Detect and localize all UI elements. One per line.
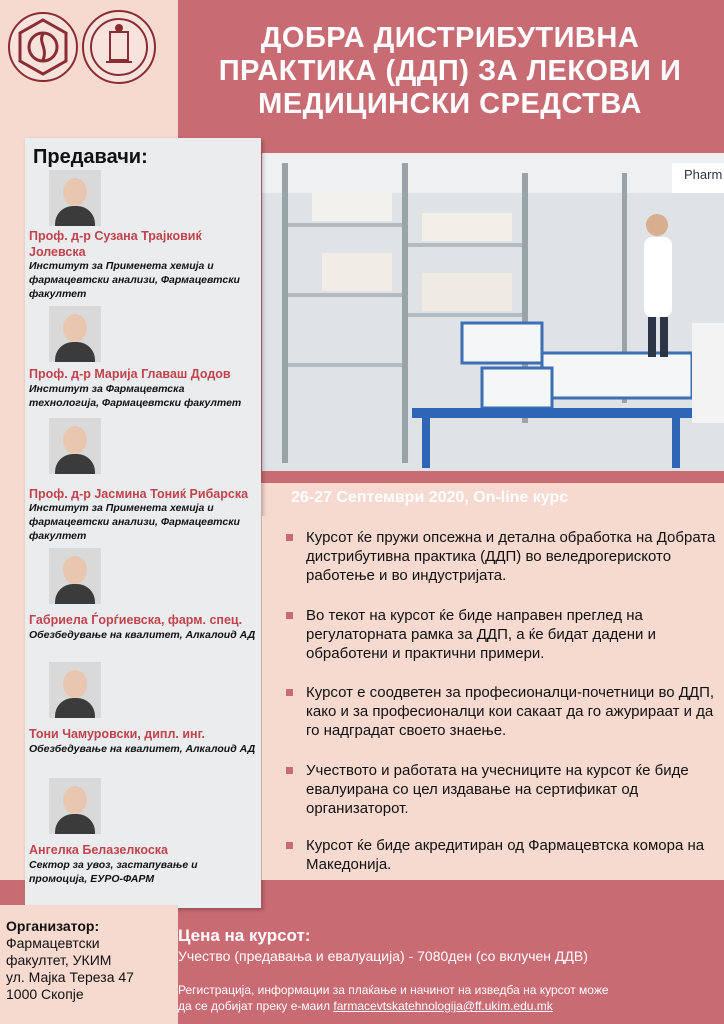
speaker-affiliation: Институт за Применета хемија и фармацевтски анализи, Фармацевтски факултет (29, 502, 240, 542)
organizer-label: Организатор: (6, 918, 100, 934)
bullet-square-icon (286, 842, 293, 849)
speaker-name: Тони Чамуровски, дипл. инг. (29, 727, 205, 741)
speaker-affiliation: Институт за Фармацевтска технологија, Фармацевтски факултет (29, 383, 242, 409)
speaker-name: Проф. д-р Сузана Трајковиќ Јолевска (29, 229, 202, 259)
speaker-photo (49, 778, 101, 834)
price-heading: Цена на курсот: (178, 926, 311, 945)
bullet-square-icon (286, 689, 293, 696)
speaker-photo (49, 170, 101, 226)
speaker-photo (49, 548, 101, 604)
organizer-line: Фармацевтски (6, 935, 100, 951)
title-line: МЕДИЦИНСКИ СРЕДСТВА (258, 88, 642, 120)
speaker-affiliation: Сектор за увоз, застапување и промоција, ЕУРО-ФАРМ (29, 859, 198, 885)
page-title (190, 22, 710, 121)
warehouse-photo (262, 153, 724, 471)
course-bullet: Курсот ќе пружи опсежна и детална обработка на Добрата дистрибутивна практика (ДДП) во веледрогериското работење и во индустријата. (286, 528, 724, 585)
organizer-line: факултет, УКИМ (6, 952, 112, 968)
course-bullet: Курсот е соодветен за професионалци-почетници во ДДП, како и за професионалци кои сакаат да го ажурираат и да го надградат своето знаење. (286, 683, 724, 740)
organizer-line: 1000 Скопје (6, 986, 84, 1002)
bullet-square-icon (286, 612, 293, 619)
price-details: Учество (предавања и евалуација) - 7080ден (со вклучен ДДВ) (178, 948, 588, 964)
course-bullet: Во текот на курсот ќе биде направен преглед на регулаторната рамка за ДДП, а ќе бидат дадени и обработени и практични примери. (286, 606, 724, 663)
title-line: ПРАКТИКА (ДДП) ЗА ЛЕКОВИ И (218, 55, 682, 87)
title-line: ДОБРА ДИСТРИБУТИВНА (260, 22, 640, 54)
speakers-panel (25, 138, 261, 908)
university-seal (82, 10, 156, 84)
speaker-affiliation: Обезбедување на квалитет, Алкалоид АД (29, 629, 256, 641)
speaker-affiliation: Обезбедување на квалитет, Алкалоид АД (29, 743, 256, 755)
speaker-name: Габриела Ѓорѓиевска, фарм. спец. (29, 613, 243, 627)
organizer-line: ул. Мајка Тереза 47 (6, 969, 134, 985)
registration-line-start: да се добијат преку е-маил (178, 999, 334, 1013)
speaker-photo (49, 418, 101, 474)
email-link[interactable]: farmacevtskatehnologija@ff.ukim.edu.mk (333, 999, 553, 1013)
course-bullet: Курсот ќе биде акредитиран од Фармацевтска комора на Македонија. (286, 836, 724, 874)
speaker-affiliation: Институт за Применета хемија и фармацевтски анализи, Фармацевтски факултет (29, 260, 240, 300)
speaker-photo (49, 306, 101, 362)
speaker-name: Проф. д-р Јасмина Тониќ Рибарска (29, 487, 249, 501)
pharmacy-sign: Pharm (684, 167, 723, 182)
bullet-square-icon (286, 767, 293, 774)
speakers-heading: Предавачи: (33, 146, 148, 168)
registration-line (178, 998, 718, 1014)
speaker-photo (49, 662, 101, 718)
speaker-name: Проф. д-р Марија Главаш Додов (29, 367, 231, 381)
registration-text (178, 982, 718, 1014)
faculty-logo (8, 12, 78, 82)
course-date: 26-27 Септември 2020, On-line курс (291, 489, 569, 506)
speaker-name: Ангелка Белазелкоска (29, 843, 169, 857)
registration-line: Регистрација, информации за плаќање и начинот на изведба на курсот може (178, 983, 609, 997)
organizer-block (6, 918, 176, 1003)
course-bullet: Учеството и работата на учесниците на курсот ќе биде евалуирана со цел издавање на сертификат од организаторот. (286, 761, 724, 818)
bullet-square-icon (286, 534, 293, 541)
